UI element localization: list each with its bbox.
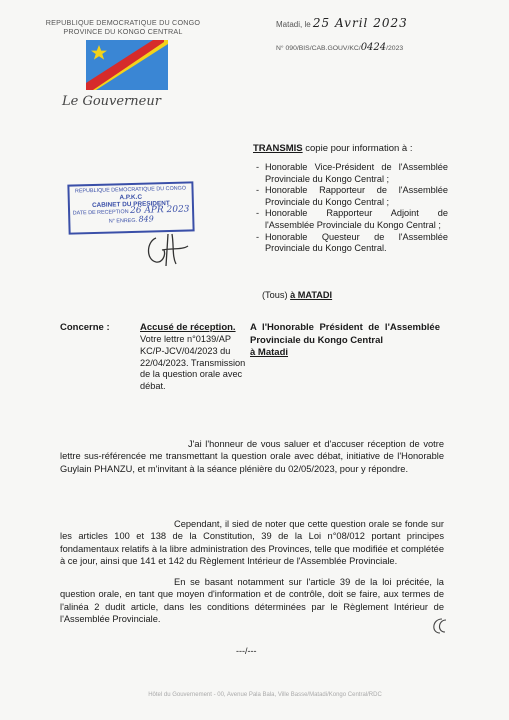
handwritten-signature bbox=[142, 232, 192, 268]
reference-line bbox=[276, 42, 403, 53]
closing-city: à MATADI bbox=[290, 290, 333, 300]
drc-flag bbox=[86, 40, 168, 90]
recipients-closing bbox=[262, 290, 332, 300]
letterhead bbox=[28, 18, 218, 36]
transmis-label: TRANSMIS bbox=[253, 143, 303, 154]
stamp-number: 849 bbox=[138, 214, 154, 224]
republic-name: REPUBLIQUE DEMOCRATIQUE DU CONGO bbox=[45, 18, 201, 27]
subject-label: Concerne : bbox=[60, 322, 110, 333]
paragraph-text: de la loi précitée, la question orale, en tant que moyen d'information et de contrôle, doit se faire, aux termes de l'alinéa 2 dudit article, dans les conditions déterminées par le Règlement Intérieur de l'Assemblée Provinciale. bbox=[60, 577, 444, 625]
page-continuation: ---/--- bbox=[236, 646, 257, 656]
recipient-item: - Honorable Rapporteur Adjoint de l'Assemblée Provinciale du Kongo Central ; bbox=[256, 208, 448, 231]
stamp-date-label: DATE DE RECEPTION bbox=[72, 209, 129, 217]
subject-title: Accusé de réception. bbox=[140, 322, 236, 333]
subject-body: Votre lettre n°0139/AP KC/P-JCV/04/2023 du 22/04/2023. Transmission de la question orale avec débat. bbox=[140, 334, 246, 392]
stamp-line: A.P.K.C bbox=[119, 193, 143, 202]
paragraph-text: réception de votre lettre sus-référencée me transmettant la question orale avec débat, initiative de l'Honorable Guylain PHANZU, et m'invitant à la séance plénière du 02/05/2023, pour y répondre. bbox=[60, 439, 445, 474]
paragraph-lead: Cependant, il sied de noter que cette bbox=[174, 519, 328, 529]
reception-stamp bbox=[67, 181, 194, 234]
addressee-name: A l'Honorable Président de l'Assemblée Provinciale du Kongo Central bbox=[250, 322, 440, 346]
governor-signature-title: Le Gouverneur bbox=[62, 94, 161, 109]
paragraph-text: question orale se fonde sur les articles 100 et 138 de la Constitution, 39 de la Loi n°08/012 portant principes fondamentaux relatifs à la libre administration des Provinces, telle que modifiée et complétée à ce jour, ainsi que 141 et 142 du Règlement Intérieur de l'Assemblée Provinciale. bbox=[60, 519, 444, 567]
transmission-heading bbox=[253, 143, 412, 154]
stamp-date: 26 APR 2023 bbox=[129, 204, 190, 217]
paragraph-2 bbox=[60, 518, 444, 568]
recipient-item: - Honorable Vice-Président de l'Assemblée Provinciale du Kongo Central ; bbox=[256, 162, 448, 185]
page-footer: Hôtel du Gouvernement - 00, Avenue Pala Bala, Ville Basse/Matadi/Kongo Central/RDC bbox=[148, 692, 382, 698]
ref-suffix: /2023 bbox=[386, 45, 404, 52]
paragraph-lead: En se basant notamment sur l'article 39 bbox=[174, 577, 351, 587]
stamp-number-label: N° ENREG. bbox=[108, 217, 138, 225]
recipient-item: - Honorable Questeur de l'Assemblée Provinciale du Kongo Central. bbox=[256, 232, 448, 255]
stamp-line: REPUBLIQUE DEMOCRATIQUE DU CONGO bbox=[74, 185, 187, 195]
date-prefix: Matadi, le bbox=[276, 20, 311, 29]
stamp-line: CABINET DU PRESIDENT bbox=[91, 199, 170, 210]
date-line bbox=[276, 16, 408, 30]
paragraph-3 bbox=[60, 576, 444, 626]
recipient-item: - Honorable Rapporteur de l'Assemblée Provinciale du Kongo Central ; bbox=[256, 185, 448, 208]
addressee-block bbox=[250, 322, 440, 360]
handwritten-initials bbox=[428, 616, 450, 636]
transmis-intro: copie pour information à : bbox=[305, 143, 413, 154]
handwritten-date: 25 Avril 2023 bbox=[312, 16, 408, 30]
addressee-city: à Matadi bbox=[250, 347, 289, 359]
paragraph-1 bbox=[60, 438, 444, 475]
recipient-list bbox=[256, 162, 448, 255]
province-name: PROVINCE DU KONGO CENTRAL bbox=[63, 27, 183, 36]
closing-prefix: (Tous) bbox=[262, 290, 288, 300]
ref-prefix: N° 090/BIS/CAB.GOUV/KC/ bbox=[276, 45, 361, 52]
ref-handwritten-number: 0424 bbox=[360, 42, 387, 53]
paragraph-lead: J'ai l'honneur de vous saluer et d'accuser bbox=[188, 439, 364, 449]
